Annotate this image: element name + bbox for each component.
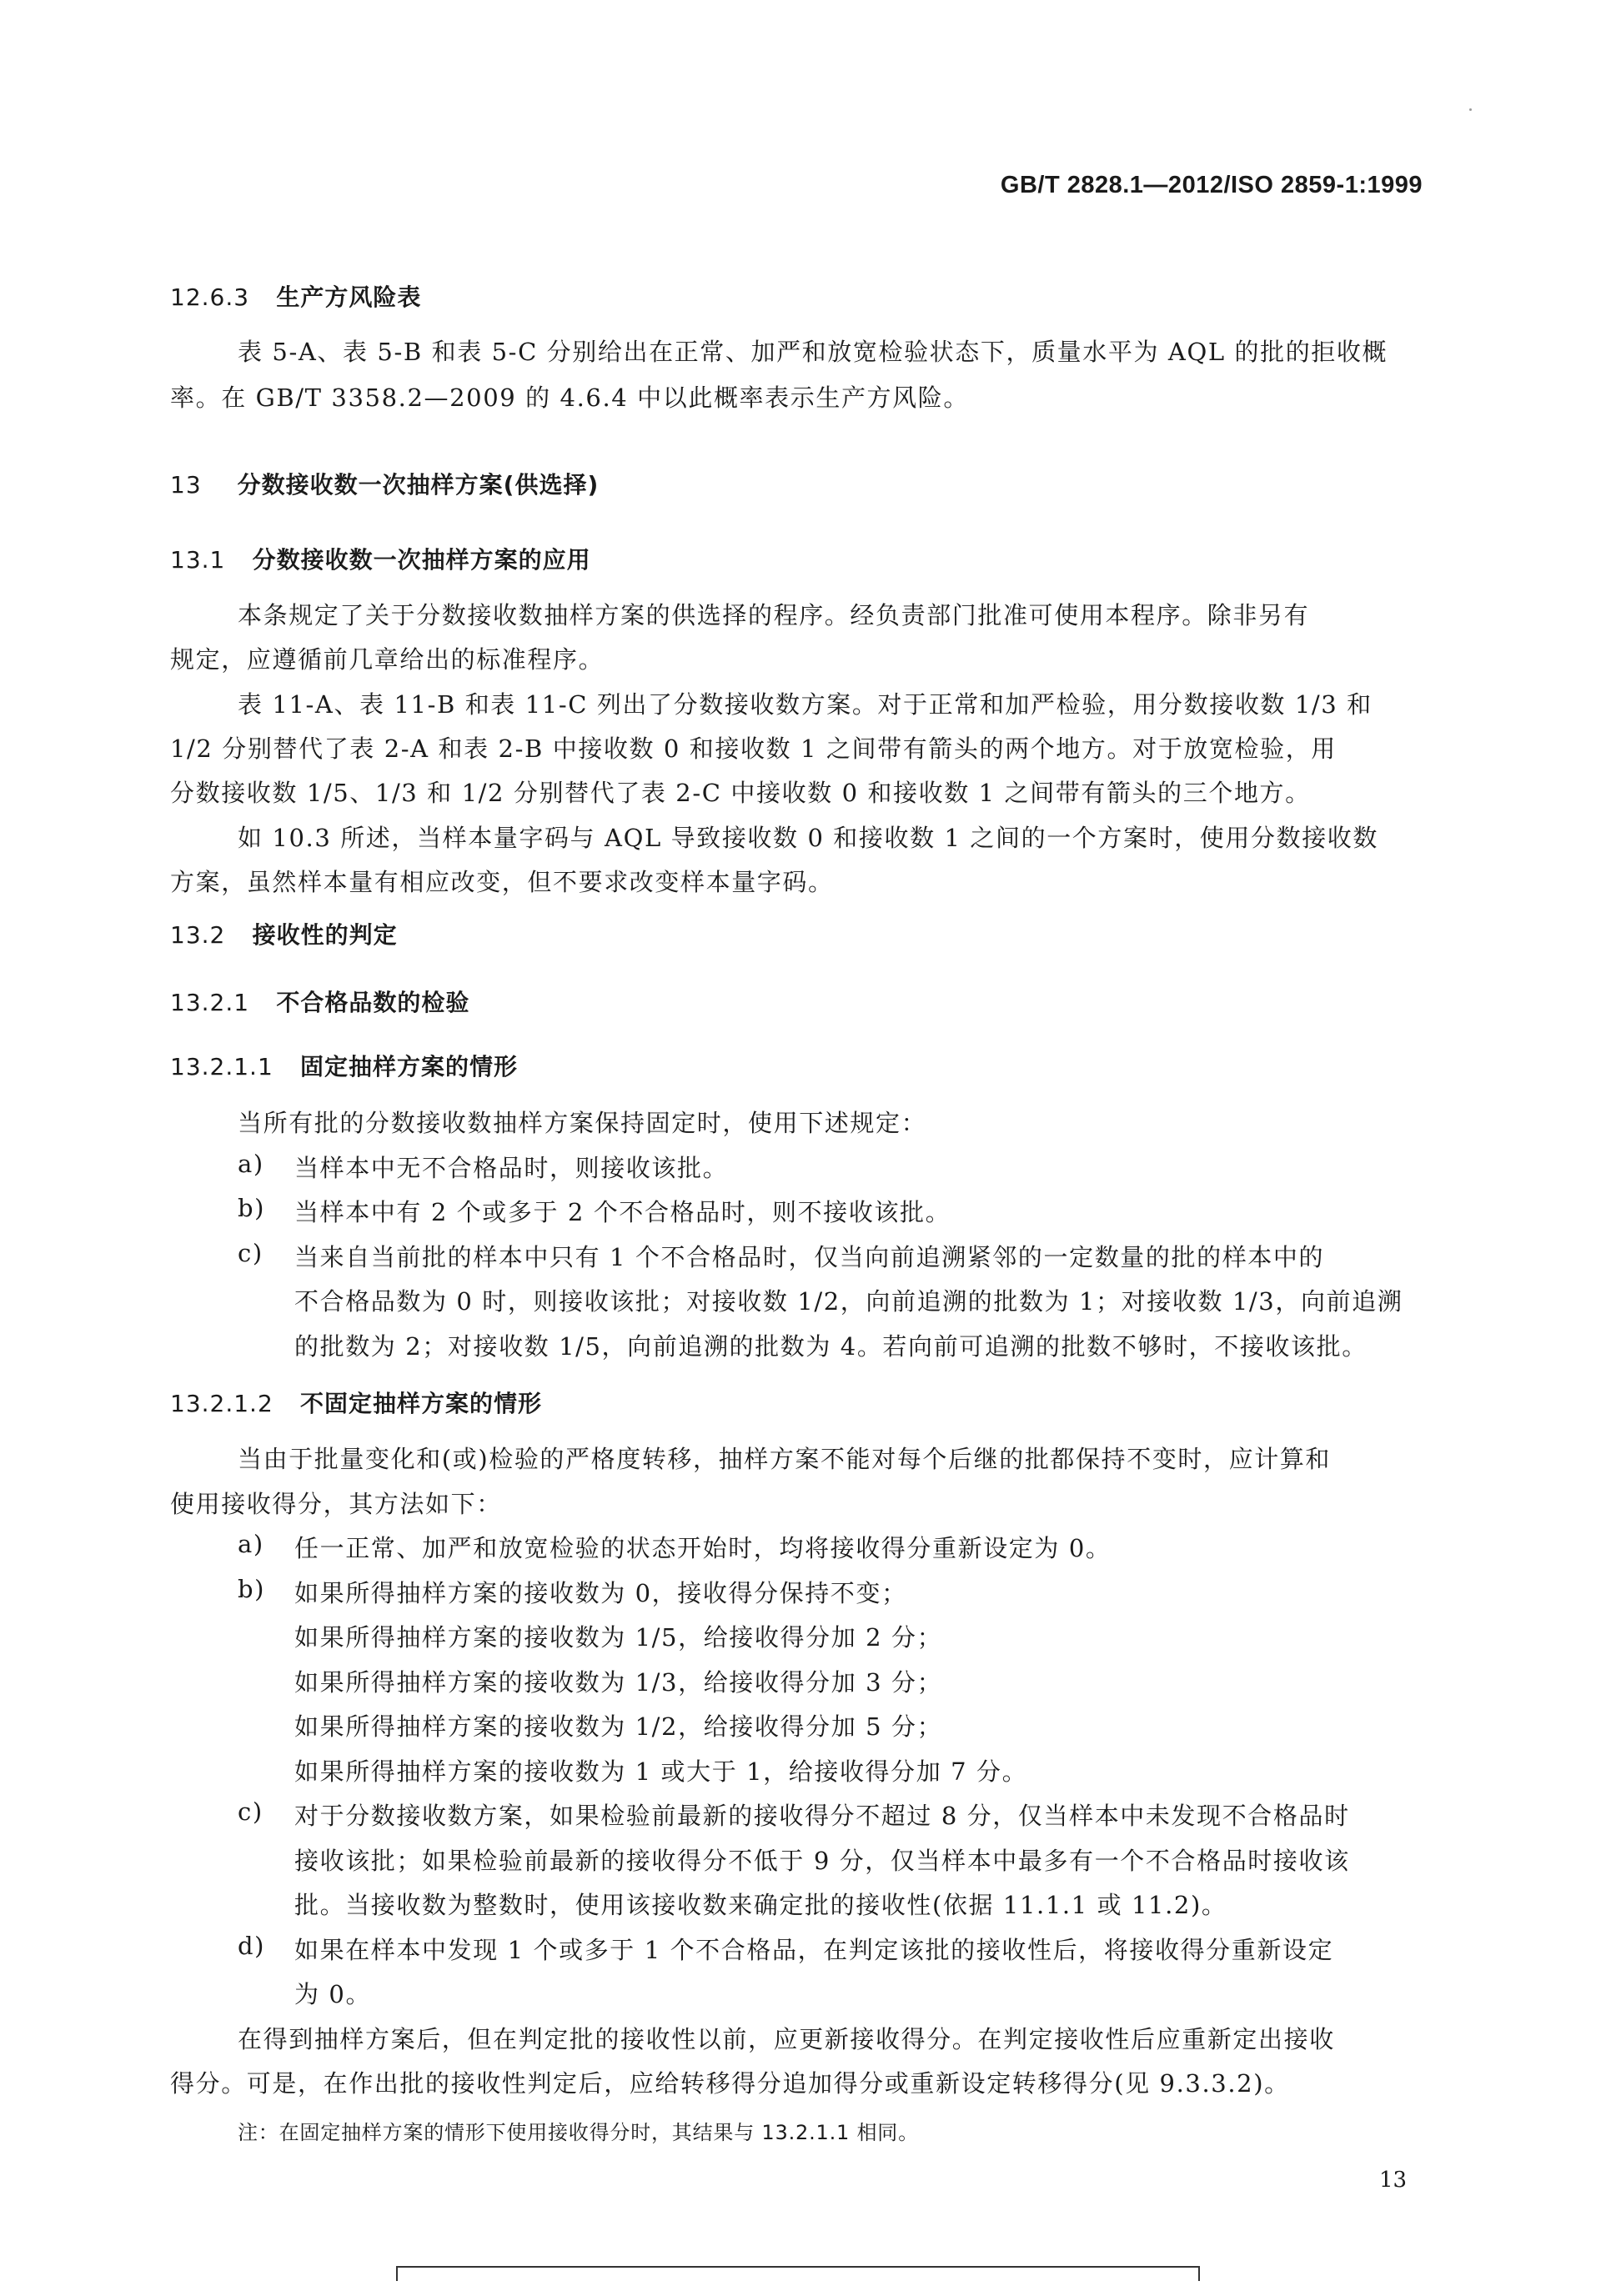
heading-number: 13 <box>170 471 202 499</box>
paragraph-line: 表 5-A、表 5-B 和表 5-C 分别给出在正常、加严和放宽检验状态下，质量水平为 AQL 的批的拒收概 <box>238 338 1388 366</box>
scan-footer-bar <box>396 2266 1200 2281</box>
list-item: 如果所得抽样方案的接收数为 0，接收得分保持不变； <box>294 1579 907 1607</box>
paragraph-line: 方案，虽然样本量有相应改变，但不要求改变样本量字码。 <box>170 868 834 896</box>
heading-number: 13.2.1.2 <box>170 1390 274 1417</box>
paragraph-line: 当所有批的分数接收数抽样方案保持固定时，使用下述规定： <box>238 1109 927 1137</box>
heading-title: 分数接收数一次抽样方案的应用 <box>252 546 591 574</box>
heading-title: 不合格品数的检验 <box>276 989 470 1016</box>
list-item: 对于分数接收数方案，如果检验前最新的接收得分不超过 8 分，仅当样本中未发现不合格品时 <box>294 1802 1350 1830</box>
paragraph-line: 使用接收得分，其方法如下： <box>170 1490 502 1518</box>
heading-13 <box>170 467 599 500</box>
heading-13-2 <box>170 917 398 950</box>
list-item: 当样本中有 2 个或多于 2 个不合格品时，则不接收该批。 <box>294 1198 951 1226</box>
heading-title: 不固定抽样方案的情形 <box>300 1390 543 1417</box>
list-item: 任一正常、加严和放宽检验的状态开始时，均将接收得分重新设定为 0。 <box>294 1534 1112 1562</box>
list-item: 如果所得抽样方案的接收数为 1/5，给接收得分加 2 分； <box>294 1623 943 1652</box>
scan-speck <box>1469 108 1472 111</box>
list-item: 的批数为 2；对接收数 1/5，向前追溯的批数为 4。若向前可追溯的批数不够时，不接收该批。 <box>294 1332 1368 1361</box>
heading-13-2-1 <box>170 985 469 1018</box>
list-marker: c) <box>238 1797 263 1826</box>
list-item: 当样本中无不合格品时，则接收该批。 <box>294 1154 729 1182</box>
heading-13-2-1-1 <box>170 1049 518 1082</box>
list-marker: b) <box>238 1575 266 1603</box>
list-marker: a) <box>238 1530 264 1558</box>
standard-number-header: GB/T 2828.1—2012/ISO 2859-1:1999 <box>1000 172 1423 198</box>
list-item: 不合格品数为 0 时，则接收该批；对接收数 1/2，向前追溯的批数为 1；对接收数 1/3，向前追溯 <box>294 1287 1403 1316</box>
note: 注：在固定抽样方案的情形下使用接收得分时，其结果与 13.2.1.1 相同。 <box>238 2121 919 2144</box>
list-marker: d) <box>238 1932 266 1960</box>
list-marker: b) <box>238 1194 266 1222</box>
paragraph-line: 当由于批量变化和(或)检验的严格度转移，抽样方案不能对每个后继的批都保持不变时，应计算和 <box>238 1445 1332 1473</box>
list-marker: c) <box>238 1239 263 1267</box>
heading-title: 分数接收数一次抽样方案(供选择) <box>237 471 600 499</box>
paragraph-line: 1/2 分别替代了表 2-A 和表 2-B 中接收数 0 和接收数 1 之间带有箭头的两个地方。对于放宽检验，用 <box>170 734 1337 763</box>
list-item: 当来自当前批的样本中只有 1 个不合格品时，仅当向前追溯紧邻的一定数量的批的样本中的 <box>294 1243 1325 1271</box>
heading-title: 生产方风险表 <box>276 283 422 311</box>
heading-number: 13.2.1 <box>170 989 250 1016</box>
paragraph-line: 得分。可是，在作出批的接收性判定后，应给转移得分追加得分或重新设定转移得分(见 9.3.3.2)。 <box>170 2069 1290 2098</box>
page-number: 13 <box>1379 2168 1408 2193</box>
list-item: 如果在样本中发现 1 个或多于 1 个不合格品，在判定该批的接收性后，将接收得分重新设定 <box>294 1936 1334 1964</box>
heading-12-6-3 <box>170 279 421 313</box>
paragraph-line: 分数接收数 1/5、1/3 和 1/2 分别替代了表 2-C 中接收数 0 和接收数 1 之间带有箭头的三个地方。 <box>170 779 1311 807</box>
paragraph-line: 本条规定了关于分数接收数抽样方案的供选择的程序。经负责部门批准可使用本程序。除非另有 <box>238 601 1310 629</box>
heading-13-2-1-2 <box>170 1386 542 1419</box>
paragraph-line: 规定，应遵循前几章给出的标准程序。 <box>170 645 605 674</box>
heading-number: 13.2 <box>170 921 226 949</box>
paragraph-line: 如 10.3 所述，当样本量字码与 AQL 导致接收数 0 和接收数 1 之间的一个方案时，使用分数接收数 <box>238 824 1378 852</box>
heading-title: 接收性的判定 <box>252 921 398 949</box>
heading-number: 13.2.1.1 <box>170 1053 274 1080</box>
paragraph-line: 在得到抽样方案后，但在判定批的接收性以前，应更新接收得分。在判定接收性后应重新定出接收 <box>238 2025 1335 2053</box>
heading-number: 13.1 <box>170 546 226 574</box>
heading-13-1 <box>170 542 591 575</box>
list-item: 接收该批；如果检验前最新的接收得分不低于 9 分，仅当样本中最多有一个不合格品时接收该 <box>294 1847 1350 1875</box>
list-item: 如果所得抽样方案的接收数为 1/3，给接收得分加 3 分； <box>294 1668 943 1697</box>
list-item: 如果所得抽样方案的接收数为 1/2，给接收得分加 5 分； <box>294 1712 943 1741</box>
heading-title: 固定抽样方案的情形 <box>300 1053 519 1080</box>
heading-number: 12.6.3 <box>170 283 250 311</box>
list-item: 如果所得抽样方案的接收数为 1 或大于 1，给接收得分加 7 分。 <box>294 1757 1028 1786</box>
paragraph-line: 率。在 GB/T 3358.2—2009 的 4.6.4 中以此概率表示生产方风险。 <box>170 384 969 412</box>
list-item: 批。当接收数为整数时，使用该接收数来确定批的接收性(依据 11.1.1 或 11.2)。 <box>294 1891 1227 1919</box>
list-item: 为 0。 <box>294 1980 372 2008</box>
paragraph-line: 表 11-A、表 11-B 和表 11-C 列出了分数接收数方案。对于正常和加严检验，用分数接收数 1/3 和 <box>238 690 1373 719</box>
list-marker: a) <box>238 1150 264 1178</box>
